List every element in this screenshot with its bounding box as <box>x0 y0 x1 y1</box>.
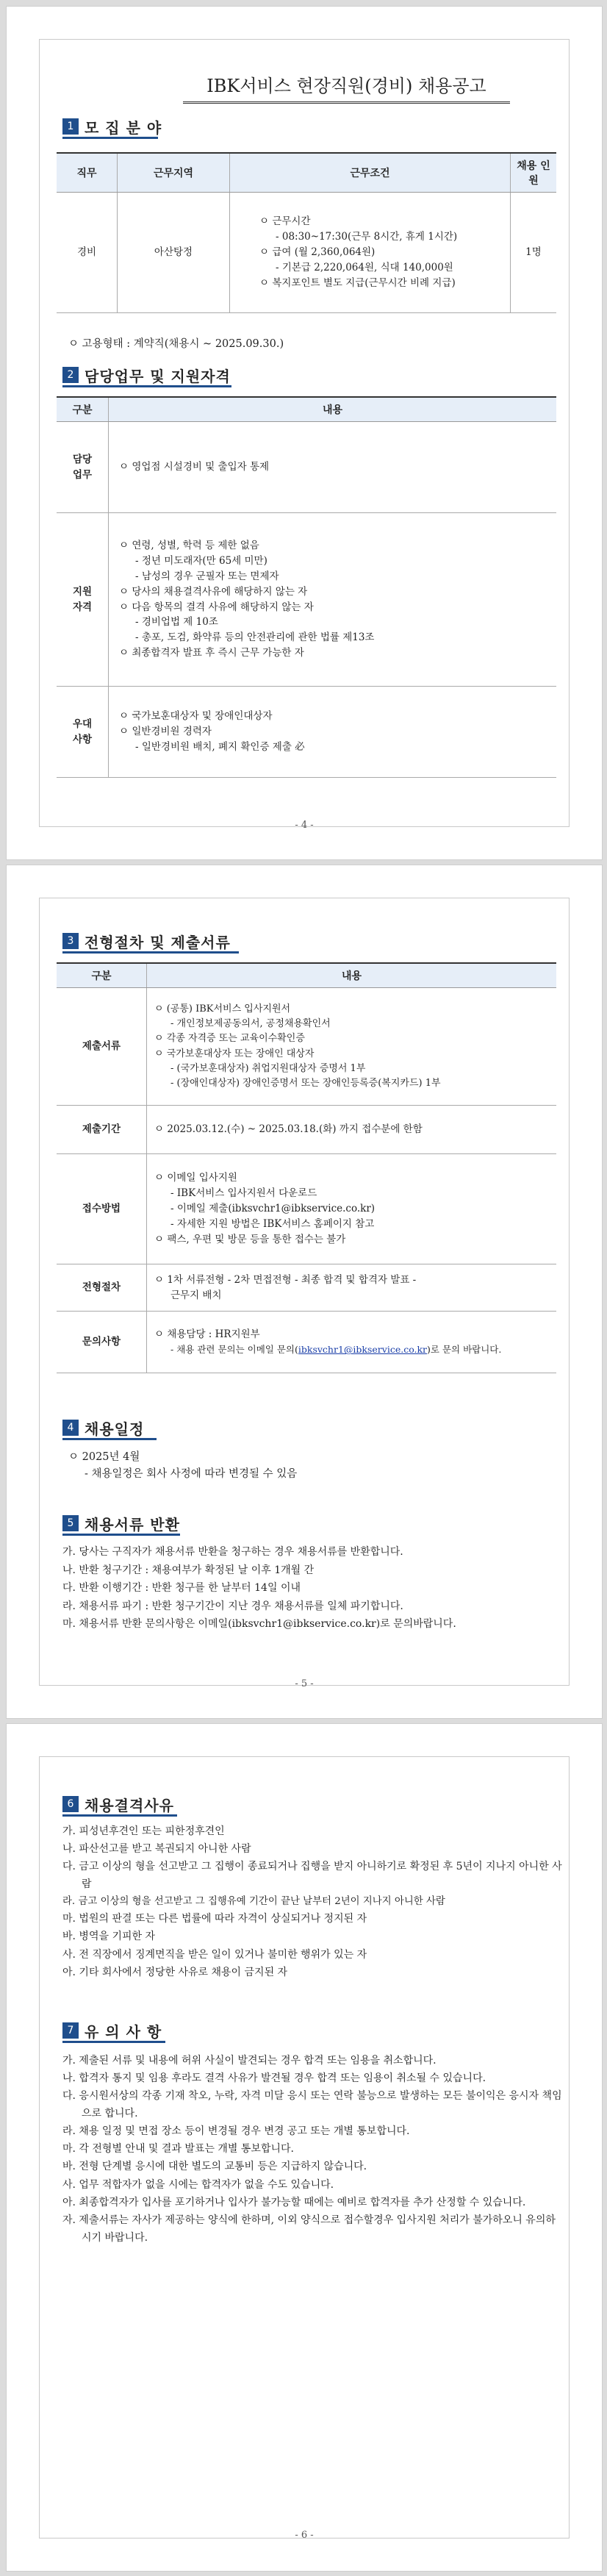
section-heading-1 <box>62 117 162 136</box>
col-count: 채용 인원 <box>511 153 557 193</box>
return-item: 다. 반환 이행기간 : 반환 청구를 한 날부터 14일 이내 <box>62 1582 301 1594</box>
section-heading-2 <box>62 365 231 384</box>
page-5 <box>6 865 603 1719</box>
qual-line: ㅇ 당사의 채용결격사유에 해당하지 않는 자 <box>119 585 308 598</box>
method-line: ㅇ 이메일 입사지원 <box>154 1172 237 1184</box>
section-title: 모 집 분 야 <box>85 118 162 137</box>
duties-content <box>109 422 557 513</box>
pref-line: ㅇ 일반경비원 경력자 <box>119 726 212 738</box>
section-underline <box>62 137 158 139</box>
qual-line: - 정년 미도래자(만 65세 미만) <box>135 554 267 567</box>
notes-block <box>62 2052 562 2247</box>
note-item: 아. 최종합격자가 입사를 포기하거나 입사가 불가능할 때에는 예비로 합격자를 추가 산정할 수 있습니다. <box>62 2196 526 2208</box>
col-job: 직무 <box>57 153 118 193</box>
schedule-line: ㅇ 2025년 4월 <box>68 1451 140 1463</box>
inquiry-email-link[interactable]: ibksvchr1@ibkservice.co.kr <box>298 1344 428 1356</box>
condition-line: ㅇ 급여 (월 2,360,064원) <box>259 246 376 259</box>
section-number: 5 <box>62 1515 79 1531</box>
col-conditions: 근무조건 <box>230 153 511 193</box>
schedule-block <box>68 1449 297 1483</box>
label-process: 전형절차 <box>57 1264 147 1312</box>
qual-line: - 총포, 도검, 화약류 등의 안전관리에 관한 법률 제13조 <box>135 632 375 644</box>
cell-count: 1명 <box>511 193 557 313</box>
label-duties: 담당 업무 <box>57 422 109 513</box>
return-item: 마. 채용서류 반환 문의사항은 이메일(ibksvchr1@ibkservice.co.kr)로 문의바랍니다. <box>62 1618 456 1630</box>
disqualify-item: 바. 병역을 기피한 자 <box>62 1931 155 1943</box>
employment-type: ㅇ 고용형태 : 계약직(채용시 ~ 2025.09.30.) <box>68 338 284 350</box>
section-number: 7 <box>62 2022 79 2039</box>
doc-line: - (국가보훈대상자) 취업지원대상자 증명서 1부 <box>170 1062 366 1074</box>
note-item: 나. 합격자 통지 및 임용 후라도 결격 사유가 발견될 경우 합격 또는 임용이 취소될 수 있습니다. <box>62 2072 486 2085</box>
disqualify-item: 마. 법원의 판결 또는 다른 법률에 따라 자격이 상실되거나 정지된 자 <box>62 1913 367 1925</box>
document-title: IBK서비스 현장직원(경비) 채용공고 <box>183 71 510 104</box>
preferences-content <box>109 687 557 778</box>
section-underline <box>62 2041 165 2043</box>
note-item: 자. 제출서류는 자사가 제공하는 양식에 한하며, 이외 양식으로 접수할경우 입사지원 처리가 불가하오니 유의하시기 바랍니다. <box>62 2214 556 2244</box>
method-line: ㅇ 팩스, 우편 및 방문 등을 통한 접수는 불가 <box>154 1233 346 1245</box>
page-number: - 5 - <box>295 1678 314 1689</box>
condition-line: - 기본급 2,220,064원, 식대 140,000원 <box>276 261 453 273</box>
section-number: 1 <box>62 118 79 135</box>
cell-region: 아산탕정 <box>118 193 230 313</box>
page-number: - 4 - <box>295 820 314 831</box>
period-content: ㅇ 2025.03.12.(수) ~ 2025.03.18.(화) 까지 접수분에 한함 <box>147 1106 557 1154</box>
qual-line: - 경비업법 제 10조 <box>135 616 218 629</box>
method-line: - 이메일 제출(ibksvchr1@ibkservice.co.kr) <box>170 1203 376 1215</box>
duties-table <box>57 396 556 778</box>
col-region: 근무지역 <box>118 153 230 193</box>
method-line: - IBK서비스 입사지원서 다운로드 <box>170 1187 317 1200</box>
label-method: 접수방법 <box>57 1154 147 1264</box>
section-underline <box>62 1534 180 1536</box>
section-title: 채용일정 <box>85 1420 145 1438</box>
label-preferences: 우대 사항 <box>57 687 109 778</box>
process-line: 근무지 배치 <box>170 1289 222 1301</box>
inquiry-line <box>154 1342 549 1356</box>
note-item: 다. 응시원서상의 각종 기재 착오, 누락, 자격 미달 응시 또는 연락 불능으로 발생하는 모든 불이익은 응시자 책임으로 합니다. <box>62 2090 562 2120</box>
qual-line: ㅇ 다음 항목의 결격 사유에 해당하지 않는 자 <box>119 601 314 613</box>
col-category: 구분 <box>57 963 147 988</box>
label-qualifications: 지원 자격 <box>57 513 109 687</box>
doc-line: - (장애인대상자) 장애인증명서 또는 장애인등록증(복지카드) 1부 <box>170 1077 441 1089</box>
disqualify-item: 나. 파산선고를 받고 복권되지 아니한 사람 <box>62 1843 251 1856</box>
section-heading-5 <box>62 1514 180 1533</box>
section-underline <box>62 385 231 387</box>
recruitment-table <box>57 152 556 313</box>
duty-line: ㅇ 영업점 시설경비 및 출입자 통제 <box>119 461 270 473</box>
col-category: 구분 <box>57 397 109 422</box>
schedule-line: - 채용일정은 회사 사정에 따라 변경될 수 있음 <box>85 1468 298 1481</box>
condition-line: - 08:30~17:30(근무 8시간, 휴게 1시간) <box>276 231 458 243</box>
return-block <box>62 1543 562 1634</box>
inquiry-text: - 채용 관련 문의는 이메일 문의( <box>170 1344 298 1356</box>
condition-line: ㅇ 근무시간 <box>259 215 311 228</box>
label-inquiry: 문의사항 <box>57 1312 147 1373</box>
doc-line: ㅇ 각종 자격증 또는 교육이수확인증 <box>154 1033 305 1045</box>
page-6 <box>6 1723 603 2572</box>
cell-job: 경비 <box>57 193 118 313</box>
disqualify-item: 라. 금고 이상의 형을 선고받고 그 집행유예 기간이 끝난 날부터 2년이 지나지 아니한 사람 <box>62 1896 445 1908</box>
pref-line: - 일반경비원 배치, 폐지 확인증 제출 必 <box>135 740 305 753</box>
section-title: 담당업무 및 지원자격 <box>85 367 231 385</box>
section-number: 2 <box>62 367 79 383</box>
note-item: 사. 업무 적합자가 없을 시에는 합격자가 없을 수도 있습니다. <box>62 2178 334 2191</box>
label-period: 제출기간 <box>57 1106 147 1154</box>
note-item: 바. 전형 단계별 응시에 대한 별도의 교통비 등은 지급하지 않습니다. <box>62 2161 367 2173</box>
section-number: 4 <box>62 1420 79 1436</box>
section-heading-6 <box>62 1795 174 1814</box>
method-line: - 자세한 지원 방법은 IBK서비스 홈페이지 참고 <box>170 1217 375 1230</box>
page-4 <box>6 6 603 860</box>
inquiry-content <box>147 1312 557 1373</box>
section-underline <box>62 951 239 954</box>
method-content <box>147 1154 557 1264</box>
inquiry-line: ㅇ 채용담당 : HR지원부 <box>154 1328 260 1341</box>
label-documents: 제출서류 <box>57 988 147 1106</box>
return-item: 나. 반환 청구기간 : 채용여부가 확정된 날 이후 1개월 간 <box>62 1564 315 1576</box>
col-content: 내용 <box>147 963 557 988</box>
section-number: 6 <box>62 1796 79 1812</box>
cell-conditions <box>230 193 511 313</box>
disqualify-block <box>62 1822 562 1981</box>
disqualify-item: 아. 기타 회사에서 정당한 사유로 채용이 금지된 자 <box>62 1966 288 1978</box>
section-title: 유 의 사 항 <box>85 2022 162 2041</box>
col-content: 내용 <box>109 397 557 422</box>
procedure-table <box>57 962 556 1373</box>
section-number: 3 <box>62 933 79 949</box>
doc-line: ㅇ 국가보훈대상자 또는 장애인 대상자 <box>154 1048 315 1059</box>
qual-line: - 남성의 경우 군필자 또는 면제자 <box>135 570 279 582</box>
qualifications-content <box>109 513 557 687</box>
note-item: 가. 제출된 서류 및 내용에 허위 사실이 발견되는 경우 합격 또는 임용을 취소합니다. <box>62 2055 437 2067</box>
section-title: 전형절차 및 제출서류 <box>85 933 231 951</box>
inquiry-text: )로 문의 바랍니다. <box>427 1344 502 1356</box>
page-number: - 6 - <box>295 2530 314 2541</box>
note-item: 마. 각 전형별 안내 및 결과 발표는 개별 통보합니다. <box>62 2143 294 2155</box>
pref-line: ㅇ 국가보훈대상자 및 장애인대상자 <box>119 710 273 723</box>
section-heading-3 <box>62 931 231 951</box>
disqualify-item: 다. 금고 이상의 형을 선고받고 그 집행이 종료되거나 집행을 받지 아니하기로 확정된 후 5년이 지나지 아니한 사람 <box>62 1861 562 1891</box>
process-content <box>147 1264 557 1312</box>
process-line: ㅇ 1차 서류전형 - 2차 면접전형 - 최종 합격 및 합격자 발표 - <box>154 1273 417 1286</box>
section-title: 채용결격사유 <box>85 1796 174 1814</box>
doc-line: - 개인정보제공동의서, 공정채용확인서 <box>170 1018 331 1030</box>
section-title: 채용서류 반환 <box>85 1515 180 1534</box>
disqualify-item: 가. 피성년후견인 또는 피한정후견인 <box>62 1825 225 1837</box>
condition-line: ㅇ 복지포인트 별도 지급(근무시간 비례 지급) <box>259 276 456 289</box>
qual-line: ㅇ 최종합격자 발표 후 즉시 근무 가능한 자 <box>119 647 304 659</box>
disqualify-item: 사. 전 직장에서 징계면직을 받은 일이 있거나 불미한 행위가 있는 자 <box>62 1948 367 1961</box>
qual-line: ㅇ 연령, 성별, 학력 등 제한 없음 <box>119 539 259 551</box>
doc-line: ㅇ (공통) IBK서비스 입사지원서 <box>154 1003 291 1015</box>
section-heading-7 <box>62 2021 162 2040</box>
section-underline <box>62 1814 177 1817</box>
section-underline <box>62 1438 157 1440</box>
return-item: 라. 채용서류 파기 : 반환 청구기간이 지난 경우 채용서류를 일체 파기합니다. <box>62 1600 403 1612</box>
return-item: 가. 당사는 구직자가 채용서류 반환을 청구하는 경우 채용서류를 반환합니다. <box>62 1546 403 1558</box>
note-item: 라. 채용 일정 및 면접 장소 등이 변경될 경우 변경 공고 또는 개별 통보합니다. <box>62 2125 410 2138</box>
documents-content <box>147 988 557 1106</box>
section-heading-4 <box>62 1418 144 1437</box>
